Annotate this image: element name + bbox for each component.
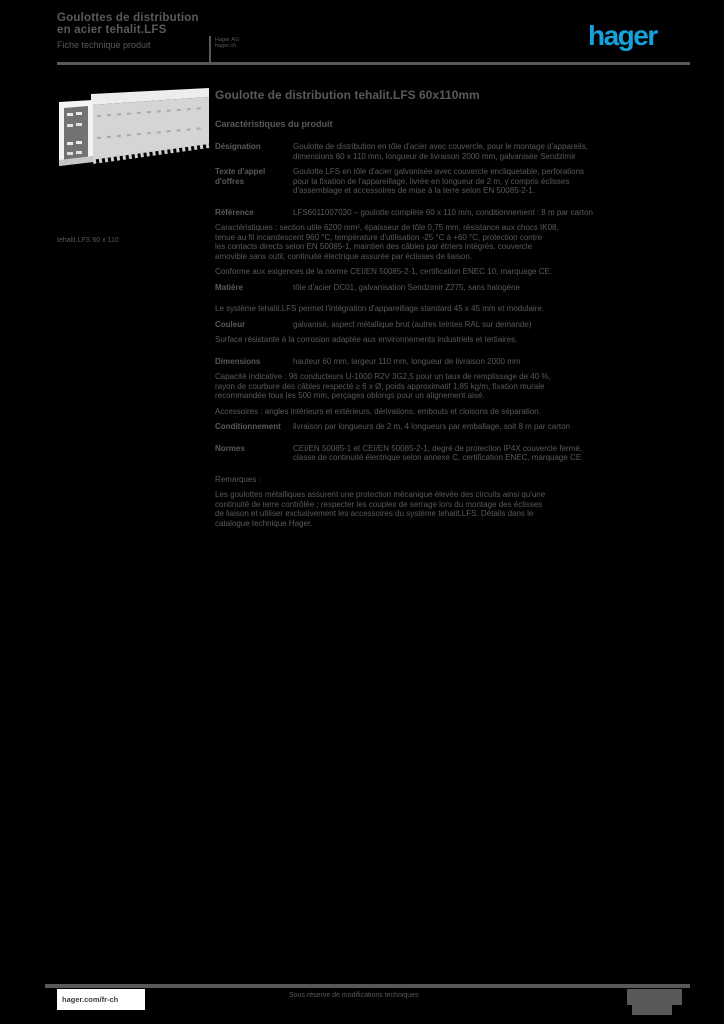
header-divider [209, 36, 211, 63]
spec-label: Conditionnement [215, 422, 281, 431]
header-note [215, 37, 239, 49]
spec-value [215, 304, 656, 314]
footer-note: Sous réserve de modifications techniques [289, 992, 419, 999]
spec-value [293, 422, 656, 432]
spec-line: catalogue technique Hager. [215, 518, 313, 528]
spec-sections [215, 142, 656, 528]
spec-label: Dimensions [215, 356, 261, 366]
spec-value [293, 320, 656, 330]
product-title: Goulotte de distribution tehalit.LFS 60x110mm [215, 88, 480, 102]
product-photo [57, 86, 213, 175]
spec-line: CEI/EN 50085-1 et CEI/EN 50085-2-1, degré de protection IP4X couvercle fermé, [293, 443, 583, 453]
spec-line: LFS6011007030 – goulotte complète 60 x 110 mm, conditionnement : 8 m par carton [293, 207, 593, 217]
footer-page-badge [627, 989, 682, 1005]
doc-subtitle: Fiche technique produit [57, 40, 151, 50]
spec-section [215, 444, 656, 463]
spec-line: continuité de terre contrôlée ; respecter les couples de serrage lors du montage des éclisses [215, 499, 543, 509]
section-heading: Caractéristiques du produit [215, 119, 333, 129]
spec-value [215, 490, 656, 528]
spec-label: Désignation [215, 142, 261, 151]
spec-label: Référence [215, 207, 254, 217]
spec-line: d'assemblage et accessoires de mise à la terre selon EN 50085-2-1. [293, 186, 536, 195]
spec-row [215, 372, 656, 401]
header-rule [57, 62, 690, 65]
spec-section [215, 208, 656, 293]
spec-line: hauteur 60 mm, largeur 110 mm, longueur de livraison 2000 mm [293, 356, 521, 366]
spec-section [215, 304, 656, 345]
spec-value [293, 167, 656, 196]
spec-section [215, 475, 656, 529]
spec-row [215, 223, 656, 261]
spec-line: Conforme aux exigences de la norme CEI/EN 50085-2-1, certification ENEC 10, marquage CE. [215, 267, 553, 276]
spec-line: de liaison et utiliser exclusivement les accessoires du système tehalit.LFS. Détails dans le [215, 509, 534, 518]
spec-line: dimensions 60 x 110 mm, longueur de livraison 2000 mm, galvanisée Sendzimir [293, 151, 576, 161]
spec-value [215, 407, 656, 417]
main-content [215, 88, 656, 540]
spec-line: Goulotte LFS en tôle d'acier galvanisée avec couvercle encliquetable, perforations [293, 167, 585, 176]
spec-line: Capacité indicative : 96 conducteurs U-1000 R2V 3G2,5 pour un taux de remplissage de 40 %, [215, 372, 551, 381]
header-note-line-2: hager.ch [215, 43, 237, 49]
spec-line: les contacts directs selon EN 50085-1, maintien des câbles par étriers intégrés, couvercle [215, 242, 533, 251]
spec-value [215, 223, 656, 261]
spec-line: rayon de courbure des câbles respecté ≥ 6 x Ø, poids approximatif 1,85 kg/m, fixation murale [215, 381, 545, 391]
spec-section [215, 142, 656, 196]
spec-value [293, 208, 656, 218]
spec-row [215, 320, 656, 330]
spec-row [215, 475, 656, 485]
spec-row [215, 167, 656, 196]
spec-value [293, 357, 656, 367]
doc-title-line-1: Goulottes de distribution [57, 12, 199, 24]
footer-page-badge-small [632, 1005, 672, 1015]
spec-label: Couleur [215, 319, 246, 329]
document-title-block [57, 12, 199, 50]
spec-row [215, 208, 656, 218]
spec-section [215, 357, 656, 432]
spec-label: Matière [215, 282, 244, 292]
spec-line: Remarques : [215, 474, 261, 484]
spec-row [215, 422, 656, 432]
spec-row [215, 444, 656, 463]
spec-line: amovible sans outil, continuité électrique assurée par éclisses de liaison. [215, 251, 473, 261]
spec-label: Texte d'appel d'offres [215, 167, 266, 186]
spec-row [215, 283, 656, 293]
spec-label: Normes [215, 443, 245, 453]
spec-line: Accessoires : angles intérieurs et extérieurs, dérivations, embouts et cloisons de séparation. [215, 406, 541, 416]
spec-line: galvanisé, aspect métallique brut (autres teintes RAL sur demande) [293, 319, 532, 329]
spec-value [293, 283, 656, 293]
spec-value [293, 142, 656, 161]
spec-value [293, 444, 656, 463]
spec-line: tenue au fil incandescent 960 °C, température d'utilisation -25 °C à +60 °C, protection contre [215, 232, 543, 242]
footer-website-link[interactable]: hager.com/fr-ch [57, 989, 145, 1010]
spec-line: tôle d'acier DC01, galvanisation Sendzimir Z275, sans halogène [293, 282, 520, 292]
spec-line: Surface résistante à la corrosion adaptée aux environnements industriels et tertiaires. [215, 335, 518, 344]
spec-line: livraison par longueurs de 2 m, 4 longueurs par emballage, soit 8 m par carton [293, 422, 571, 431]
spec-value [215, 372, 656, 401]
spec-line: classe de continuité électrique selon annexe C, certification ENEC, marquage CE [293, 453, 582, 462]
spec-line: Les goulottes métalliques assurent une protection mécanique élevée des circuits ainsi qu'une [215, 490, 546, 499]
spec-value [215, 475, 656, 485]
hager-logo: hager [588, 20, 657, 51]
spec-value [215, 267, 656, 277]
spec-row [215, 142, 656, 161]
spec-row [215, 357, 656, 367]
spec-row [215, 335, 656, 345]
header-note-line-1: Hager AG [215, 37, 240, 43]
trunking-photo-icon [57, 86, 213, 170]
spec-line: Caractéristiques : section utile 6200 mm², épaisseur de tôle 0,75 mm, résistance aux chocs IK08, [215, 223, 559, 232]
spec-line: recommandée tous les 500 mm, perçages oblongs pour un alignement aisé. [215, 391, 485, 400]
doc-title-line-2: en acier tehalit.LFS [57, 24, 167, 36]
spec-row [215, 304, 656, 314]
spec-line: Le système tehalit.LFS permet l'intégration d'appareillage standard 45 x 45 mm et modulaire. [215, 304, 545, 313]
footer-rule [45, 984, 690, 988]
spec-value [215, 335, 656, 345]
photo-caption: tehalit.LFS 60 x 110 [57, 237, 119, 244]
spec-row [215, 490, 656, 528]
spec-row [215, 267, 656, 277]
spec-line: pour la fixation de l'appareillage, livrée en longueur de 2 m, y compris éclisses [293, 176, 570, 186]
spec-row [215, 407, 656, 417]
spec-line: Goulotte de distribution en tôle d'acier avec couvercle, pour le montage d'appareils, [293, 142, 588, 151]
